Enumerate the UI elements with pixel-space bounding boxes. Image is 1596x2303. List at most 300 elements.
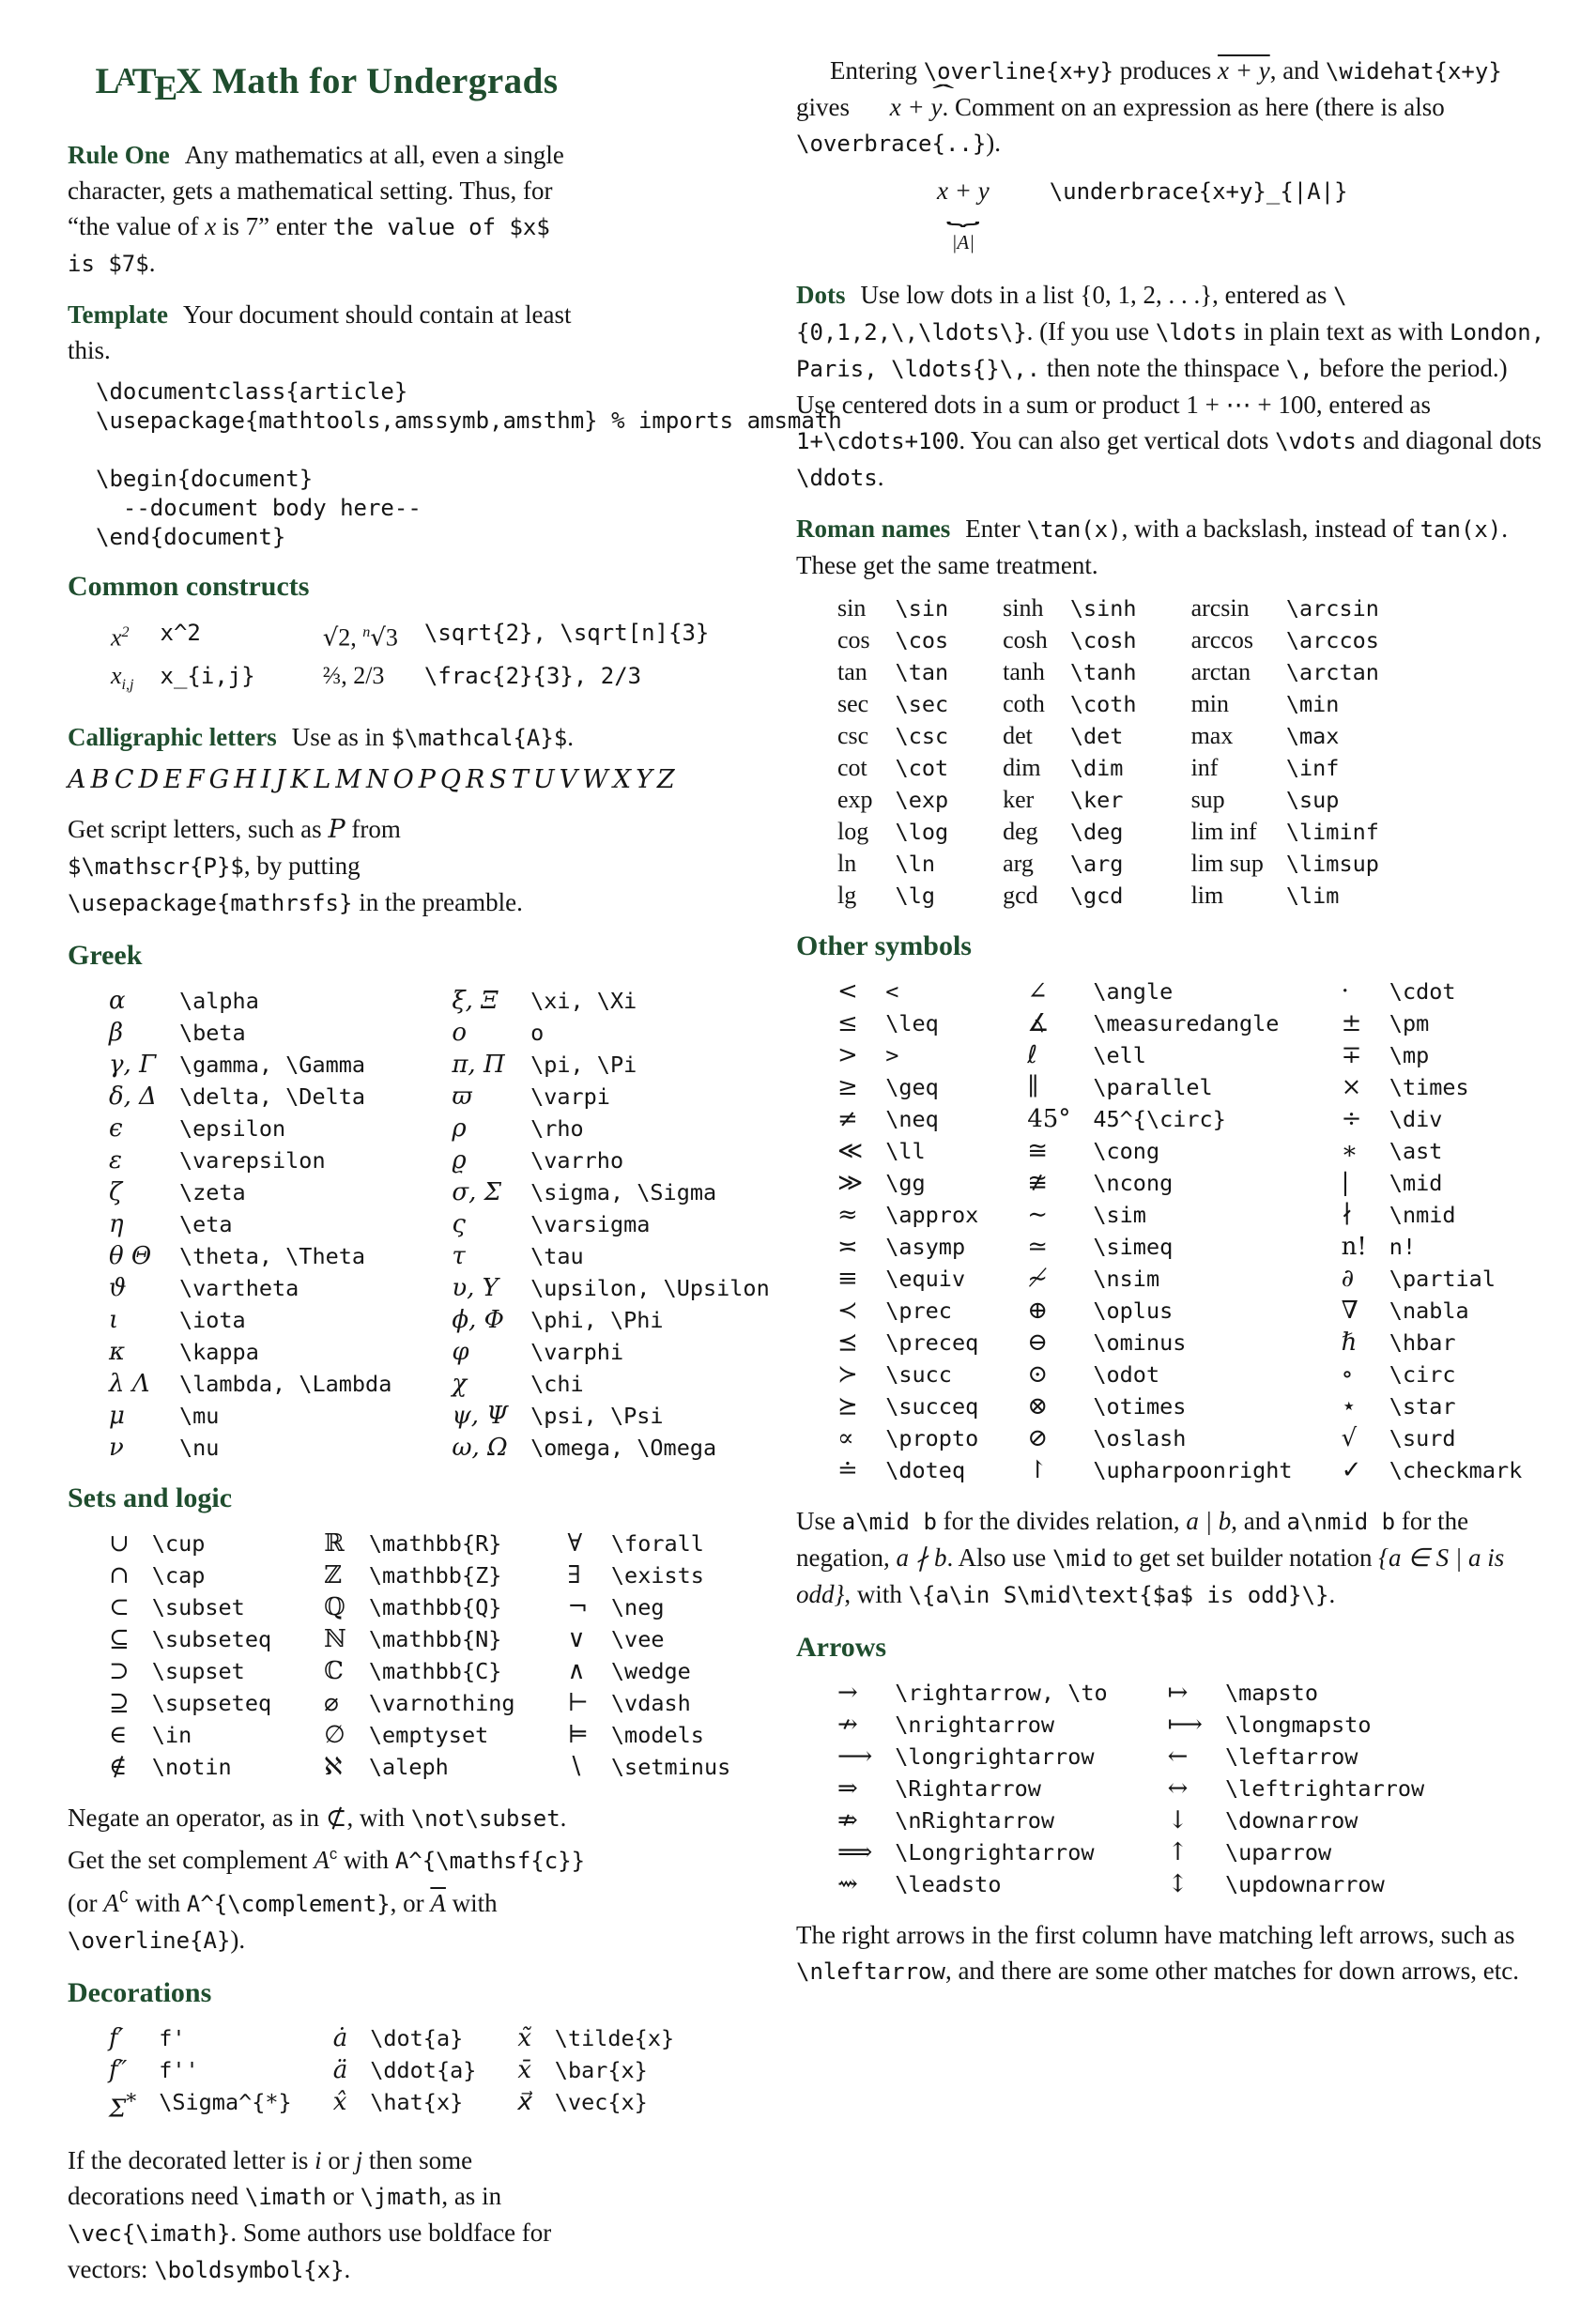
- symbol-glyph: ℂ: [324, 1657, 344, 1686]
- latex-command: \mathbb{R}: [368, 1530, 502, 1558]
- latex-command: \varpi: [530, 1083, 610, 1111]
- text-run: x + y: [1218, 56, 1270, 84]
- symbol-glyph: >: [837, 1041, 858, 1069]
- latex-command: \exists: [610, 1562, 704, 1589]
- script-letters-paragraph: [68, 811, 586, 921]
- symbol-glyph: ⟹: [837, 1838, 873, 1866]
- section-heading-common-constructs: Common constructs: [68, 571, 310, 603]
- underbrace-glyph: ⏟: [945, 198, 980, 226]
- symbol-glyph: ∖: [567, 1753, 584, 1782]
- symbol-glyph: f″: [109, 2056, 128, 2085]
- latex-command: [424, 616, 709, 655]
- symbol-glyph: ⇒: [837, 1774, 858, 1803]
- latex-command: \psi, \Psi: [530, 1403, 664, 1430]
- text-run: \jmath: [360, 2183, 442, 2210]
- symbol-glyph: ∈: [109, 1721, 128, 1750]
- symbol-glyph: ε: [109, 1146, 122, 1175]
- symbol-glyph: ⌀: [324, 1689, 339, 1718]
- text-run: j: [355, 2145, 363, 2174]
- symbol-glyph: ∗: [1341, 1137, 1358, 1165]
- text-run: to get set builder notation: [1106, 1543, 1379, 1572]
- text-run: a\nmid b: [1286, 1509, 1396, 1535]
- latex-command: \neg: [610, 1594, 665, 1621]
- latex-command: 45^{\circ}: [1093, 1106, 1226, 1132]
- latex-command: f': [159, 2025, 186, 2052]
- text-run: for the negation,: [796, 1507, 1475, 1572]
- symbol-glyph: ≍: [837, 1233, 858, 1261]
- latex-command: \notin: [151, 1754, 232, 1781]
- latex-command: \limsup: [1285, 851, 1379, 877]
- symbol-glyph: ⊙: [1027, 1360, 1049, 1389]
- symbol-glyph: csc: [837, 722, 869, 749]
- symbol-glyph: ⊗: [1027, 1392, 1049, 1420]
- text-run: x: [205, 212, 217, 241]
- symbol-glyph: ξ, Ξ: [452, 987, 499, 1016]
- negate-operator-paragraph: [68, 1800, 591, 1958]
- text-run: tan(x): [1420, 516, 1502, 543]
- math-sample: [111, 659, 134, 702]
- latex-command: \alpha: [178, 988, 259, 1015]
- text-run: . Comment on an expression as here (there is also: [942, 93, 1451, 121]
- text-run: n: [362, 624, 371, 641]
- symbol-glyph: o: [452, 1019, 467, 1048]
- page-title: [68, 60, 586, 109]
- symbol-glyph: ·: [1341, 977, 1349, 1006]
- symbol-glyph: tanh: [1003, 658, 1045, 685]
- text-run: a\mid b: [841, 1509, 937, 1535]
- sets-table-group-1: [109, 1528, 271, 1783]
- dots-text: [796, 281, 1558, 491]
- latex-command: \Longrightarrow: [895, 1839, 1095, 1865]
- symbol-glyph: sinh: [1003, 594, 1044, 622]
- latex-command: o: [530, 1020, 545, 1047]
- other-symbols-table: [837, 975, 1547, 1486]
- symbol-glyph: ϵ: [109, 1114, 123, 1144]
- symbol-glyph: exp: [837, 786, 873, 813]
- latex-command: \delta, \Delta: [178, 1083, 366, 1111]
- text-run: Enter: [965, 514, 1027, 543]
- symbol-glyph: ∇: [1341, 1297, 1358, 1325]
- text-run: \frac{2}{3}, 2/3: [423, 663, 642, 690]
- text-run: ⊄: [325, 1804, 347, 1834]
- symbol-glyph: λ Λ: [109, 1370, 150, 1399]
- latex-command: \preceq: [885, 1329, 979, 1356]
- latex-command: \approx: [885, 1202, 979, 1228]
- text-run: gives: [796, 56, 1509, 121]
- text-run: \not\subset: [410, 1805, 560, 1833]
- symbol-glyph: arccos: [1190, 626, 1253, 653]
- text-run: . Also use: [946, 1543, 1052, 1572]
- calligraphic-alphabet: ABCDEFGHIJKLMNOPQRSTUVWXYZ: [68, 765, 680, 795]
- latex-command: \vartheta: [178, 1275, 299, 1302]
- decorations-group-3: [517, 2022, 674, 2118]
- text-run: Negate an operator, as in: [68, 1804, 326, 1833]
- latex-command: \subset: [151, 1594, 245, 1621]
- template-paragraph: [68, 297, 586, 368]
- text-run: a | b: [1186, 1507, 1232, 1535]
- latex-command: \mid: [1389, 1170, 1443, 1196]
- symbol-glyph: ψ, Ψ: [452, 1402, 509, 1431]
- latex-command: \varnothing: [368, 1690, 515, 1717]
- latex-command: \vee: [610, 1626, 665, 1653]
- symbol-glyph: max: [1190, 722, 1234, 749]
- text-run: and diagonal dots: [1356, 426, 1548, 454]
- symbol-glyph: ⊇: [109, 1689, 130, 1718]
- latex-command: \surd: [1389, 1425, 1456, 1451]
- latex-command: \bar{x}: [554, 2057, 648, 2084]
- symbol-glyph: x̂: [332, 2088, 347, 2117]
- latex-command: \arg: [1069, 851, 1124, 877]
- symbol-glyph: ≥: [837, 1073, 858, 1101]
- text-run: . Some authors use boldface for vectors:: [68, 2218, 559, 2283]
- symbol-glyph: γ, Γ: [109, 1051, 157, 1080]
- dots-paragraph: [796, 277, 1558, 496]
- symbol-glyph: ↾: [1027, 1456, 1049, 1484]
- latex-command: \prec: [885, 1297, 952, 1324]
- latex-command: \cdot: [1389, 978, 1456, 1005]
- symbol-glyph: x⃗: [517, 2088, 532, 2117]
- symbol-glyph: ∡: [1027, 1009, 1050, 1037]
- latex-command: \min: [1285, 691, 1340, 717]
- text-run: . You can also get vertical dots: [959, 426, 1276, 454]
- text-run: with: [129, 1889, 187, 1918]
- latex-command: \supset: [151, 1658, 245, 1685]
- text-run: P: [328, 815, 345, 845]
- symbol-glyph: ℝ: [324, 1529, 345, 1558]
- latex-command: \arcsin: [1285, 595, 1379, 622]
- latex-command: \coth: [1069, 691, 1137, 717]
- text-run: , as in: [441, 2181, 508, 2210]
- latex-command: \mu: [178, 1403, 220, 1430]
- underbrace-expression: x + y: [937, 177, 990, 205]
- latex-command: \mathbb{Z}: [368, 1562, 502, 1589]
- text-run: √: [322, 624, 339, 653]
- symbol-glyph: π, Π: [452, 1051, 505, 1080]
- calligraphic-text: [292, 723, 574, 751]
- text-run: \boldsymbol{x}: [154, 2256, 345, 2283]
- text-run: , with: [844, 1580, 909, 1608]
- text-run: x: [111, 624, 122, 653]
- latex-command: \gcd: [1069, 883, 1124, 909]
- latex-command: \subseteq: [151, 1626, 272, 1653]
- latex-command: \tilde{x}: [554, 2025, 675, 2052]
- template-label: Template: [68, 300, 168, 330]
- latex-command: \arctan: [1285, 659, 1379, 685]
- latex-command: \tau: [530, 1243, 584, 1270]
- latex-command: \arccos: [1285, 627, 1379, 653]
- symbol-glyph: cosh: [1003, 626, 1048, 653]
- symbol-glyph: φ: [452, 1338, 469, 1367]
- latex-command: \dot{a}: [370, 2025, 464, 2052]
- latex-command: \lim: [1285, 883, 1340, 909]
- calligraphic-paragraph: [68, 719, 586, 756]
- symbol-glyph: α: [109, 987, 126, 1016]
- text-run: Get script letters, such as: [68, 815, 329, 844]
- symbol-glyph: ↑: [1167, 1838, 1189, 1866]
- text-run: ).: [986, 129, 1002, 157]
- symbol-glyph: ∃: [567, 1561, 581, 1590]
- roman-names-paragraph: [796, 511, 1547, 583]
- latex-command: \omega, \Omega: [530, 1435, 717, 1462]
- closing-arrows-paragraph: [796, 1917, 1547, 1989]
- latex-command: \cup: [151, 1530, 206, 1558]
- roman-table-group-3: [1191, 592, 1379, 912]
- overline-widehat-paragraph: [796, 53, 1547, 161]
- symbol-glyph: υ, Υ: [452, 1274, 499, 1303]
- latex-command: \nRightarrow: [895, 1807, 1055, 1834]
- latex-command: \sup: [1285, 787, 1340, 813]
- latex-command: \doteq: [885, 1457, 966, 1483]
- latex-command: \div: [1389, 1106, 1443, 1132]
- symbol-glyph: ∧: [567, 1657, 586, 1686]
- text-run: a ∤ b: [896, 1543, 947, 1572]
- text-run: The right arrows in the first column have matching left arrows, such as: [796, 1921, 1522, 1949]
- symbol-glyph: ↛: [837, 1711, 858, 1739]
- symbol-glyph: ×: [1341, 1073, 1362, 1101]
- right-column: [796, 53, 1558, 2004]
- symbol-glyph: ≈: [837, 1201, 858, 1229]
- symbol-glyph: ∨: [567, 1625, 586, 1654]
- symbol-glyph: ↔: [1167, 1774, 1189, 1803]
- latex-command: \hbar: [1389, 1329, 1456, 1356]
- symbol-glyph: x̃: [517, 2024, 532, 2053]
- rule-one-paragraph: [68, 137, 586, 282]
- decorations-table: [109, 2022, 675, 2126]
- latex-command: \updownarrow: [1224, 1871, 1385, 1897]
- symbol-glyph: coth: [1003, 690, 1045, 717]
- latex-command: >: [885, 1042, 899, 1068]
- symbol-glyph: ∤: [1341, 1201, 1354, 1229]
- symbol-glyph: τ: [452, 1242, 466, 1271]
- latex-command: \succ: [885, 1361, 952, 1388]
- latex-command: \kappa: [178, 1339, 259, 1366]
- symbol-glyph: ≺: [837, 1297, 858, 1325]
- symbol-glyph: ln: [837, 850, 857, 877]
- text-run: . Get the set complement: [68, 1804, 574, 1875]
- symbol-glyph: ≐: [837, 1456, 858, 1484]
- latex-command: \zeta: [178, 1179, 246, 1206]
- latex-command: \cot: [895, 755, 949, 781]
- latex-logo: $L^ATEX$: [95, 61, 203, 109]
- section-heading-greek: Greek: [68, 940, 143, 972]
- symbol-glyph: ⪰: [837, 1392, 858, 1420]
- text-run: from: [345, 815, 407, 844]
- latex-command: \liminf: [1285, 819, 1379, 845]
- text-run: 1+\cdots+100: [796, 428, 959, 454]
- latex-command: [424, 659, 709, 702]
- text-run: i,j: [121, 677, 134, 694]
- symbol-glyph: ¬: [567, 1593, 589, 1622]
- symbol-glyph: deg: [1003, 818, 1038, 845]
- latex-command: \vdash: [610, 1690, 691, 1717]
- latex-command: \circ: [1389, 1361, 1456, 1388]
- latex-command: \epsilon: [178, 1115, 286, 1143]
- symbol-glyph: ker: [1003, 786, 1035, 813]
- text-run: x^2: [160, 620, 201, 647]
- latex-command: \emptyset: [368, 1722, 489, 1749]
- symbol-glyph: ↦: [1167, 1679, 1189, 1707]
- symbol-glyph: Σ*: [109, 2090, 137, 2124]
- symbol-glyph: ν: [109, 1434, 124, 1463]
- symbol-glyph: μ: [109, 1402, 125, 1431]
- roman-table-group-2: [1003, 592, 1136, 912]
- symbol-glyph: ↕: [1167, 1870, 1189, 1898]
- calligraphic-label: Calligraphic letters: [68, 723, 277, 752]
- symbol-glyph: ℚ: [324, 1593, 345, 1622]
- symbol-glyph: lim sup: [1190, 850, 1264, 877]
- symbol-glyph: cot: [837, 754, 867, 781]
- symbol-glyph: ∩: [109, 1561, 130, 1590]
- symbol-glyph: ρ: [452, 1114, 467, 1144]
- roman-names-table: [837, 592, 1547, 912]
- symbol-glyph: ℵ: [324, 1753, 343, 1782]
- latex-command: \nmid: [1389, 1202, 1456, 1228]
- symbol-glyph: <: [837, 977, 858, 1006]
- underbrace-label: |A|: [951, 231, 975, 253]
- text-run: ,: [350, 624, 363, 653]
- latex-command: \gg: [885, 1170, 926, 1196]
- latex-command: \wedge: [610, 1658, 691, 1685]
- latex-command: \varepsilon: [178, 1147, 326, 1175]
- latex-command: \oplus: [1093, 1297, 1174, 1324]
- symbol-glyph: ∪: [109, 1529, 130, 1558]
- latex-command: \leftarrow: [1224, 1743, 1358, 1770]
- text-run: then note the thinspace: [1040, 354, 1286, 382]
- text-run: .: [148, 249, 156, 278]
- text-run: \widehat{x+y}: [1325, 58, 1502, 84]
- latex-command: \cos: [895, 627, 949, 653]
- latex-command: \propto: [885, 1425, 979, 1451]
- latex-command: \theta, \Theta: [178, 1243, 366, 1270]
- text-run: 2: [338, 624, 351, 653]
- latex-command: \nrightarrow: [895, 1712, 1055, 1738]
- symbol-glyph: min: [1190, 690, 1230, 717]
- symbol-glyph: ✓: [1341, 1456, 1362, 1484]
- symbol-glyph: log: [837, 818, 869, 845]
- text-run: \overline{x+y}: [923, 58, 1114, 84]
- latex-command: \downarrow: [1224, 1807, 1358, 1834]
- symbol-glyph: ≃: [1027, 1233, 1049, 1261]
- latex-command: \dim: [1069, 755, 1124, 781]
- latex-command: \measuredangle: [1093, 1010, 1280, 1036]
- symbol-glyph: ∂: [1341, 1265, 1355, 1293]
- latex-command: \forall: [610, 1530, 704, 1558]
- symbol-glyph: √: [1341, 1424, 1358, 1452]
- latex-command: \geq: [885, 1074, 939, 1100]
- section-heading-other-symbols: Other symbols: [796, 930, 972, 961]
- latex-command: \sigma, \Sigma: [530, 1179, 717, 1206]
- math-sample: [323, 616, 398, 655]
- text-run: , 2/3: [341, 662, 385, 690]
- dots-label: Dots: [796, 281, 846, 309]
- text-run: Entering: [830, 56, 924, 84]
- text-run: ).: [230, 1926, 246, 1955]
- text-run: x_{i,j}: [160, 663, 255, 690]
- text-run: \ddots: [796, 465, 878, 491]
- text-run: 3: [385, 624, 398, 653]
- text-run: .: [877, 463, 884, 491]
- latex-command: \star: [1389, 1393, 1456, 1420]
- text-run: $\mathcal{A}$: [391, 725, 568, 752]
- latex-command: \angle: [1093, 978, 1174, 1005]
- latex-command: \nabla: [1389, 1297, 1469, 1324]
- underbrace-command: \underbrace{x+y}_{|A|}: [1049, 178, 1348, 205]
- text-run: {0, 1, 2, . . .}: [1080, 281, 1213, 309]
- latex-command: \varphi: [530, 1339, 624, 1366]
- text-run: , entered as: [1212, 281, 1334, 309]
- latex-command: \longrightarrow: [895, 1743, 1095, 1770]
- text-run: . (If you use: [1026, 317, 1156, 345]
- arrows-table-group-2: [1168, 1677, 1425, 1900]
- symbol-glyph: ≅: [1027, 1137, 1049, 1165]
- symbol-glyph: arg: [1003, 850, 1034, 877]
- symbol-glyph: lg: [837, 882, 857, 909]
- latex-command: \gamma, \Gamma: [178, 1052, 366, 1079]
- latex-command: \sim: [1093, 1202, 1146, 1228]
- symbol-glyph: ⊘: [1027, 1424, 1049, 1452]
- text-run: Your document should contain at least this.: [68, 300, 578, 365]
- symbol-glyph: dim: [1003, 754, 1041, 781]
- latex-command: \varrho: [530, 1147, 624, 1175]
- symbol-glyph: ℓ: [1027, 1041, 1038, 1069]
- latex-command: \parallel: [1093, 1074, 1213, 1100]
- text-run: , with a backslash, instead of: [1121, 514, 1420, 543]
- latex-command: \in: [151, 1722, 192, 1749]
- text-run: ˆ x + y: [856, 89, 943, 125]
- symbol-glyph: ⋆: [1341, 1392, 1357, 1420]
- latex-command: \lambda, \Lambda: [178, 1371, 392, 1398]
- latex-command: \ell: [1093, 1042, 1146, 1068]
- latex-template-code-block: \documentclass{article} \usepackage{mathtools,amssymb,amsthm} % imports amsmath \begin{document} --document body here-- \end{document}: [96, 378, 842, 551]
- symbol-glyph: ⊖: [1027, 1328, 1049, 1357]
- latex-command: \hat{x}: [370, 2089, 464, 2116]
- text-run: London, Paris, \ldots{}\,.: [796, 319, 1558, 382]
- symbol-glyph: ∀: [567, 1529, 583, 1558]
- latex-command: \ln: [895, 851, 935, 877]
- latex-command: \mp: [1389, 1042, 1430, 1068]
- latex-command: \inf: [1285, 755, 1340, 781]
- latex-command: \lg: [895, 883, 935, 909]
- latex-command: \rightarrow, \to: [895, 1680, 1108, 1706]
- symbol-glyph: ä: [332, 2056, 348, 2085]
- latex-command: \asymp: [885, 1234, 966, 1260]
- symbol-glyph: n!: [1341, 1233, 1367, 1261]
- greek-table-left: [109, 985, 391, 1464]
- latex-command: \setminus: [610, 1754, 731, 1781]
- symbol-glyph: ↓: [1167, 1806, 1189, 1835]
- text-run: A: [103, 1889, 119, 1918]
- section-heading-sets-logic: Sets and logic: [68, 1482, 233, 1514]
- text-run: or: [321, 2145, 356, 2174]
- latex-command: \sec: [895, 691, 949, 717]
- text-run: \,: [1285, 356, 1313, 382]
- latex-command: \deg: [1069, 819, 1124, 845]
- symbol-glyph: β: [109, 1019, 124, 1048]
- symbol-glyph: ȧ: [332, 2024, 348, 2053]
- symbol-glyph: ⊃: [109, 1657, 130, 1686]
- symbol-glyph: ≠: [837, 1105, 858, 1133]
- math-sample: [111, 616, 134, 655]
- latex-command: \uparrow: [1224, 1839, 1332, 1865]
- latex-command: \nu: [178, 1435, 220, 1462]
- text-run: . These get the same treatment.: [796, 514, 1514, 579]
- latex-command: \ominus: [1093, 1329, 1187, 1356]
- section-heading-decorations: Decorations: [68, 1977, 212, 2009]
- symbol-glyph: tan: [837, 658, 867, 685]
- symbol-glyph: det: [1003, 722, 1033, 749]
- latex-command: f'': [159, 2057, 199, 2084]
- text-run: or: [326, 2181, 361, 2210]
